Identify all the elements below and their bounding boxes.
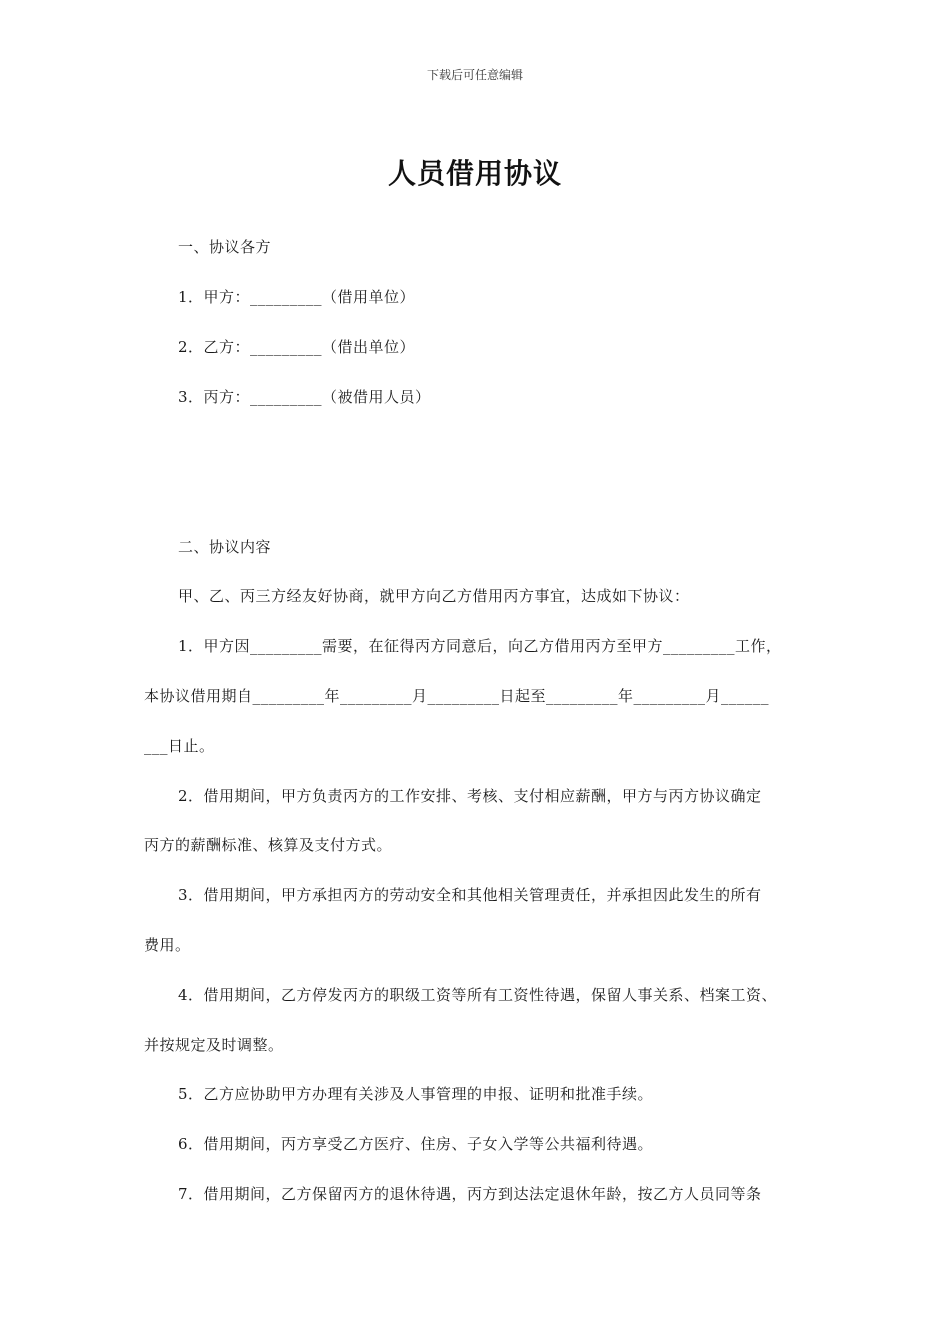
clause-4-line-2: 并按规定及时调整。 — [144, 1036, 284, 1054]
header-note: 下载后可任意编辑 — [426, 68, 523, 82]
section-heading-parties: 一、协议各方 — [178, 238, 272, 256]
document-title: 人员借用协议 — [387, 157, 562, 190]
clause-1-line-1: 1．甲方因_________需要，在征得丙方同意后，向乙方借用丙方至甲方_________工作， — [178, 637, 782, 655]
party-a-line: 1．甲方：_________（借用单位） — [178, 288, 416, 306]
clause-2-line-2: 丙方的薪酬标准、核算及支付方式。 — [144, 836, 393, 854]
clause-4-line-1: 4．借用期间，乙方停发丙方的职级工资等所有工资性待遇，保留人事关系、档案工资、 — [178, 986, 778, 1004]
clause-5: 5．乙方应协助甲方办理有关涉及人事管理的申报、证明和批准手续。 — [178, 1085, 654, 1103]
clause-3-line-1: 3．借用期间，甲方承担丙方的劳动安全和其他相关管理责任，并承担因此发生的所有 — [178, 886, 762, 904]
clause-7-line-1: 7．借用期间，乙方保留丙方的退休待遇，丙方到达法定退休年龄，按乙方人员同等条 — [178, 1185, 762, 1203]
clause-2-line-1: 2．借用期间，甲方负责丙方的工作安排、考核、支付相应薪酬，甲方与丙方协议确定 — [178, 787, 762, 805]
clause-1-line-2: 本协议借用期自_________年_________月_________日起至_________年_________月______ — [144, 687, 770, 705]
party-c-line: 3．丙方：_________（被借用人员） — [178, 388, 431, 406]
clause-3-line-2: 费用。 — [144, 936, 191, 954]
clause-6: 6．借用期间，丙方享受乙方医疗、住房、子女入学等公共福利待遇。 — [178, 1135, 654, 1153]
party-b-line: 2．乙方：_________（借出单位） — [178, 338, 416, 356]
intro-paragraph: 甲、乙、丙三方经友好协商，就甲方向乙方借用丙方事宜，达成如下协议： — [178, 587, 690, 605]
clause-1-line-3: ___日止。 — [144, 737, 215, 755]
section-heading-content: 二、协议内容 — [178, 538, 272, 556]
